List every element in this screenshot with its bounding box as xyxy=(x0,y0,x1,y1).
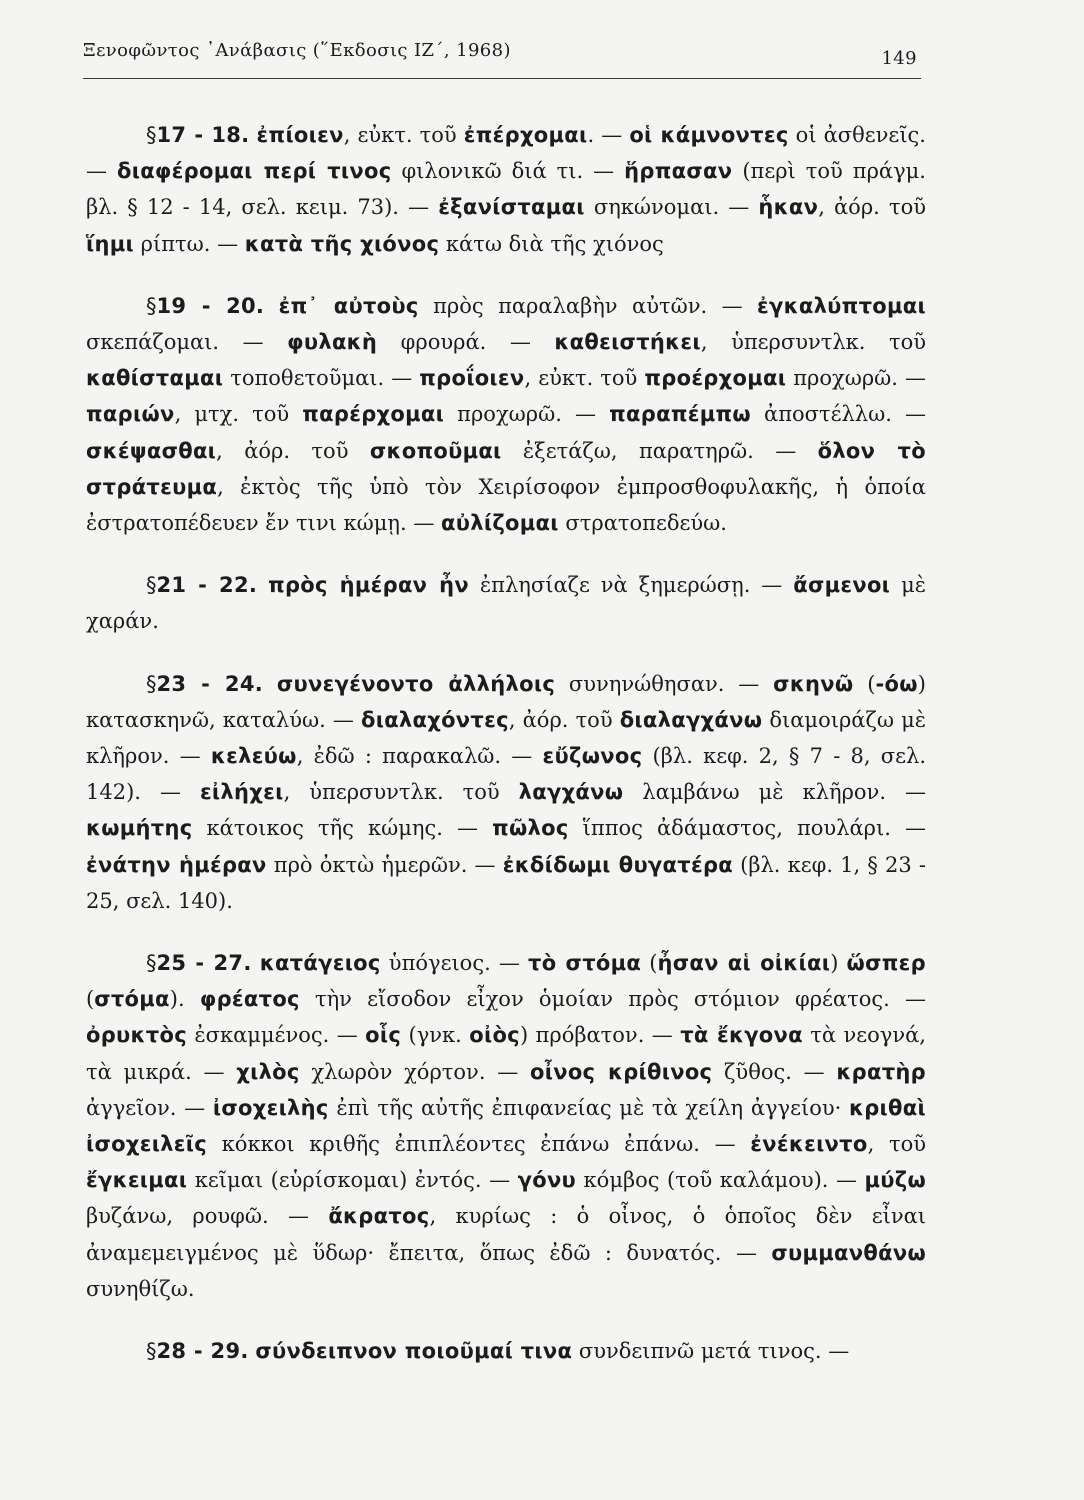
gloss-text: λαμβάνω μὲ κλῆρον. — xyxy=(623,780,926,805)
headword: ἐξανίσταμαι xyxy=(438,195,585,220)
gloss-text xyxy=(249,123,256,147)
gloss-text: , κυρίως : ὁ οἶνος, ὁ ὁποῖος δὲν εἶναι ἀναμεμειγμένος μὲ ὕδωρ· ἔπειτα, ὅπως ἐδῶ : δυνατός. — xyxy=(86,1204,927,1265)
paragraph-25-27 xyxy=(86,945,926,1307)
gloss-text: κάτοικος τῆς κώμης. — xyxy=(192,816,493,841)
headword: ἰσοχειλὴς xyxy=(212,1095,329,1120)
headword: ἐνάτην ἡμέραν xyxy=(86,852,267,877)
headword: διαφέρομαι περί τινος xyxy=(116,159,392,184)
gloss-text: (περὶ τοῦ πράγμ. βλ. § 12 - 14, σελ. κειμ. 73). — xyxy=(86,159,926,220)
headword: ὅλον τὸ στράτευμα xyxy=(86,438,926,499)
headword: οἶνος κρίθινος xyxy=(530,1059,713,1084)
paragraph-28-29 xyxy=(86,1333,926,1369)
gloss-text: ). xyxy=(169,987,200,1012)
gloss-text: συνηνώθησαν. — xyxy=(555,671,774,696)
headword: 21 - 22. xyxy=(156,573,258,598)
headword: ἄσμενοι xyxy=(793,573,891,598)
gloss-text: ὑπόγειος. — xyxy=(380,951,529,976)
headword: φυλακὴ xyxy=(287,330,378,355)
gloss-text: , ἀόρ. τοῦ xyxy=(508,707,620,732)
headword: 28 - 29. xyxy=(156,1339,249,1364)
headword: ὀρυκτὸς xyxy=(86,1023,187,1048)
section-sign: § xyxy=(146,671,157,696)
gloss-text: , ὑπερσυντλκ. τοῦ xyxy=(283,780,519,805)
section-sign: § xyxy=(146,123,157,147)
headword: κελεύω xyxy=(210,744,297,769)
gloss-text xyxy=(252,951,260,975)
gloss-text: τὴν εἴσοδον εἶχον ὁμοίαν πρὸς στόμιον φρέατος. — xyxy=(299,987,927,1012)
gloss-text: φρουρά. — xyxy=(377,330,555,355)
headword: τὸ στόμα xyxy=(528,951,642,976)
section-sign: § xyxy=(146,951,157,976)
gloss-text: μὲ χαράν. xyxy=(86,573,926,634)
page-number: 149 xyxy=(881,48,917,69)
gloss-text: προχωρῶ. — xyxy=(444,402,610,427)
gloss-text xyxy=(263,672,277,696)
headword: ἐπ᾿ αὐτοὺς xyxy=(278,293,419,318)
gloss-text: κόμβος (τοῦ καλάμου). — xyxy=(576,1168,865,1193)
headword: μύζω xyxy=(864,1168,927,1193)
gloss-text: ἀγγεῖον. — xyxy=(86,1095,213,1120)
gloss-text: , ἀόρ. τοῦ xyxy=(216,438,370,463)
headword: -όω xyxy=(875,671,918,696)
gloss-text: κάτω διὰ τῆς χιόνος xyxy=(439,231,664,256)
headword: εὔζωνος xyxy=(542,744,643,769)
gloss-text: , ἀόρ. τοῦ xyxy=(818,195,926,220)
gloss-text: ( xyxy=(86,987,95,1012)
gloss-text xyxy=(264,294,278,318)
headword: ἦσαν αἱ οἰκίαι xyxy=(657,951,831,976)
commentary-body xyxy=(86,117,926,1369)
gloss-text: φιλονικῶ διά τι. — xyxy=(391,159,625,184)
gloss-text: σηκώνομαι. — xyxy=(584,195,759,220)
gloss-text: κεῖμαι (εὑρίσκομαι) ἐντός. — xyxy=(187,1168,518,1193)
headword: σκοποῦμαι xyxy=(369,438,502,463)
headword: γόνυ xyxy=(517,1168,577,1193)
gloss-text: πρὸ ὀκτὼ ἡμερῶν. — xyxy=(266,852,503,877)
headword: κριθαὶ ἰσοχειλεῖς xyxy=(86,1095,926,1157)
section-sign: § xyxy=(146,1339,157,1364)
gloss-text: προχωρῶ. — xyxy=(786,366,926,391)
gloss-text: ἀποστέλλω. — xyxy=(750,402,926,427)
headword: συνεγένοντο ἀλλήλοις xyxy=(276,671,556,696)
headword: οἷς xyxy=(365,1023,402,1048)
gloss-text: πρὸς παραλαβὴν αὐτῶν. — xyxy=(418,293,758,318)
gloss-text: (γνκ. xyxy=(401,1023,470,1048)
headword: κωμήτης xyxy=(86,816,193,841)
headword: στόμα xyxy=(94,987,170,1012)
gloss-text: οἱ ἀσθενεῖς. — xyxy=(86,123,926,184)
headword: σύνδειπνον ποιοῦμαί τινα xyxy=(255,1339,573,1364)
headword: κατάγειος xyxy=(259,951,381,976)
headword: φρέατος xyxy=(199,987,300,1012)
headword: παριών xyxy=(86,402,175,427)
gloss-text: βυζάνω, ρουφῶ. — xyxy=(86,1204,329,1229)
headword: ἐγκαλύπτομαι xyxy=(757,293,926,318)
section-sign: § xyxy=(146,573,157,598)
gloss-text: ) πρόβατον. — xyxy=(519,1023,681,1048)
gloss-text: , ὑπερσυντλκ. τοῦ xyxy=(700,330,927,355)
header-title: Ξενοφῶντος ᾿Ανάβασις (῞Εκδοσις ΙΖ΄, 1968) xyxy=(83,40,511,61)
headword: παραπέμπω xyxy=(609,402,751,427)
headword: ὥσπερ xyxy=(846,951,926,976)
headword: καθίσταμαι xyxy=(86,366,224,391)
headword: ἥρπασαν xyxy=(624,159,733,184)
headword: αὐλίζομαι xyxy=(441,511,559,536)
gloss-text: . — xyxy=(587,123,630,147)
headword: 19 - 20. xyxy=(156,293,265,318)
gloss-text xyxy=(257,573,268,597)
headword: 25 - 27. xyxy=(156,951,252,976)
headword: προέρχομαι xyxy=(644,366,787,391)
header-rule xyxy=(83,78,921,79)
gloss-text: (βλ. κεφ. 2, § 7 - 8, σελ. 142). — xyxy=(86,744,926,805)
headword: ἐνέκειντο xyxy=(750,1132,868,1157)
gloss-text: ( xyxy=(641,951,658,976)
headword: τὰ ἔκγονα xyxy=(680,1023,803,1048)
gloss-text: ) κατασκηνῶ, καταλύω. — xyxy=(86,671,926,732)
gloss-text: σκεπάζομαι. — xyxy=(86,330,288,355)
gloss-text: ἐξετάζω, παρατηρῶ. — xyxy=(501,438,818,463)
headword: ἔγκειμαι xyxy=(86,1168,188,1193)
gloss-text: ἵππος ἀδάμαστος, πουλάρι. — xyxy=(568,816,926,841)
gloss-text: κόκκοι κριθῆς ἐπιπλέοντες ἐπάνω ἐπάνω. — xyxy=(207,1132,751,1157)
headword: ἧκαν xyxy=(758,195,819,220)
gloss-text: ἐσκαμμένος. — xyxy=(186,1023,366,1048)
running-header xyxy=(83,40,921,76)
gloss-text: ρίπτω. — xyxy=(133,231,245,256)
paragraph-19-20 xyxy=(86,288,926,541)
gloss-text: χλωρὸν χόρτον. — xyxy=(299,1059,530,1084)
headword: κρατὴρ xyxy=(836,1059,926,1084)
gloss-text: ( xyxy=(853,671,876,696)
gloss-text: , εὐκτ. τοῦ xyxy=(343,123,464,147)
gloss-text: ἐπὶ τῆς αὐτῆς ἐπιφανείας μὲ τὰ χείλη ἀγγείου· xyxy=(328,1095,849,1120)
gloss-text: τοποθετοῦμαι. — xyxy=(223,366,420,391)
section-sign: § xyxy=(146,293,157,318)
headword: ἵημι xyxy=(86,231,134,256)
headword: σκέψασθαι xyxy=(86,438,217,463)
gloss-text: ἐπλησίαζε νὰ ξημερώσῃ. — xyxy=(469,573,794,598)
gloss-text: ) xyxy=(830,951,847,976)
gloss-text: (βλ. κεφ. 1, § 23 - 25, σελ. 140). xyxy=(86,852,926,913)
gloss-text: συνηθίζω. xyxy=(86,1276,195,1301)
headword: καθειστήκει xyxy=(554,330,701,355)
gloss-text: , τοῦ xyxy=(867,1132,926,1157)
headword: ἐπέρχομαι xyxy=(463,123,588,147)
headword: ἐπίοιεν xyxy=(256,123,344,147)
headword: 23 - 24. xyxy=(156,671,264,696)
headword: ἐκδίδωμι θυγατέρα xyxy=(502,852,734,877)
gloss-text: συνδειπνῶ μετά τινος. — xyxy=(572,1339,850,1364)
headword: εἰλήχει xyxy=(199,780,284,805)
headword: χιλὸς xyxy=(236,1059,300,1084)
headword: διαλαχόντες xyxy=(360,707,509,732)
headword: 17 - 18. xyxy=(156,123,250,147)
headword: διαλαγχάνω xyxy=(619,707,763,732)
headword: πῶλος xyxy=(492,816,569,841)
paragraph-23-24 xyxy=(86,666,926,919)
gloss-text: , εὐκτ. τοῦ xyxy=(524,366,645,391)
headword: ἄκρατος xyxy=(328,1204,430,1229)
gloss-text: , ἐδῶ : παρακαλῶ. — xyxy=(296,744,543,769)
gloss-text: στρατοπεδεύω. xyxy=(558,511,727,536)
headword: κατὰ τῆς χιόνος xyxy=(244,231,440,256)
headword: οἰὸς xyxy=(469,1023,520,1048)
headword: πρὸς ἡμέραν ἦν xyxy=(268,573,469,598)
headword: προΐοιεν xyxy=(419,366,525,391)
gloss-text: ζῦθος. — xyxy=(712,1059,837,1084)
headword: συμμανθάνω xyxy=(771,1240,926,1265)
gloss-text: διαμοιράζω μὲ κλῆρον. — xyxy=(86,707,927,769)
gloss-text: , ἐκτὸς τῆς ὑπὸ τὸν Χειρίσοφον ἐμπροσθοφυλακῆς, ἡ ὁποία ἐστρατοπέδευεν ἔν τινι κώμῃ. — xyxy=(86,474,926,536)
gloss-text: τὰ νεογνά, τὰ μικρά. — xyxy=(86,1023,926,1084)
paragraph-17-18 xyxy=(86,117,926,262)
headword: λαγχάνω xyxy=(518,780,624,805)
headword: σκηνῶ xyxy=(773,671,854,696)
headword: παρέρχομαι xyxy=(302,402,445,427)
headword: οἱ κάμνοντες xyxy=(629,123,789,147)
gloss-text: , μτχ. τοῦ xyxy=(174,402,303,427)
paragraph-21-22 xyxy=(86,567,926,639)
